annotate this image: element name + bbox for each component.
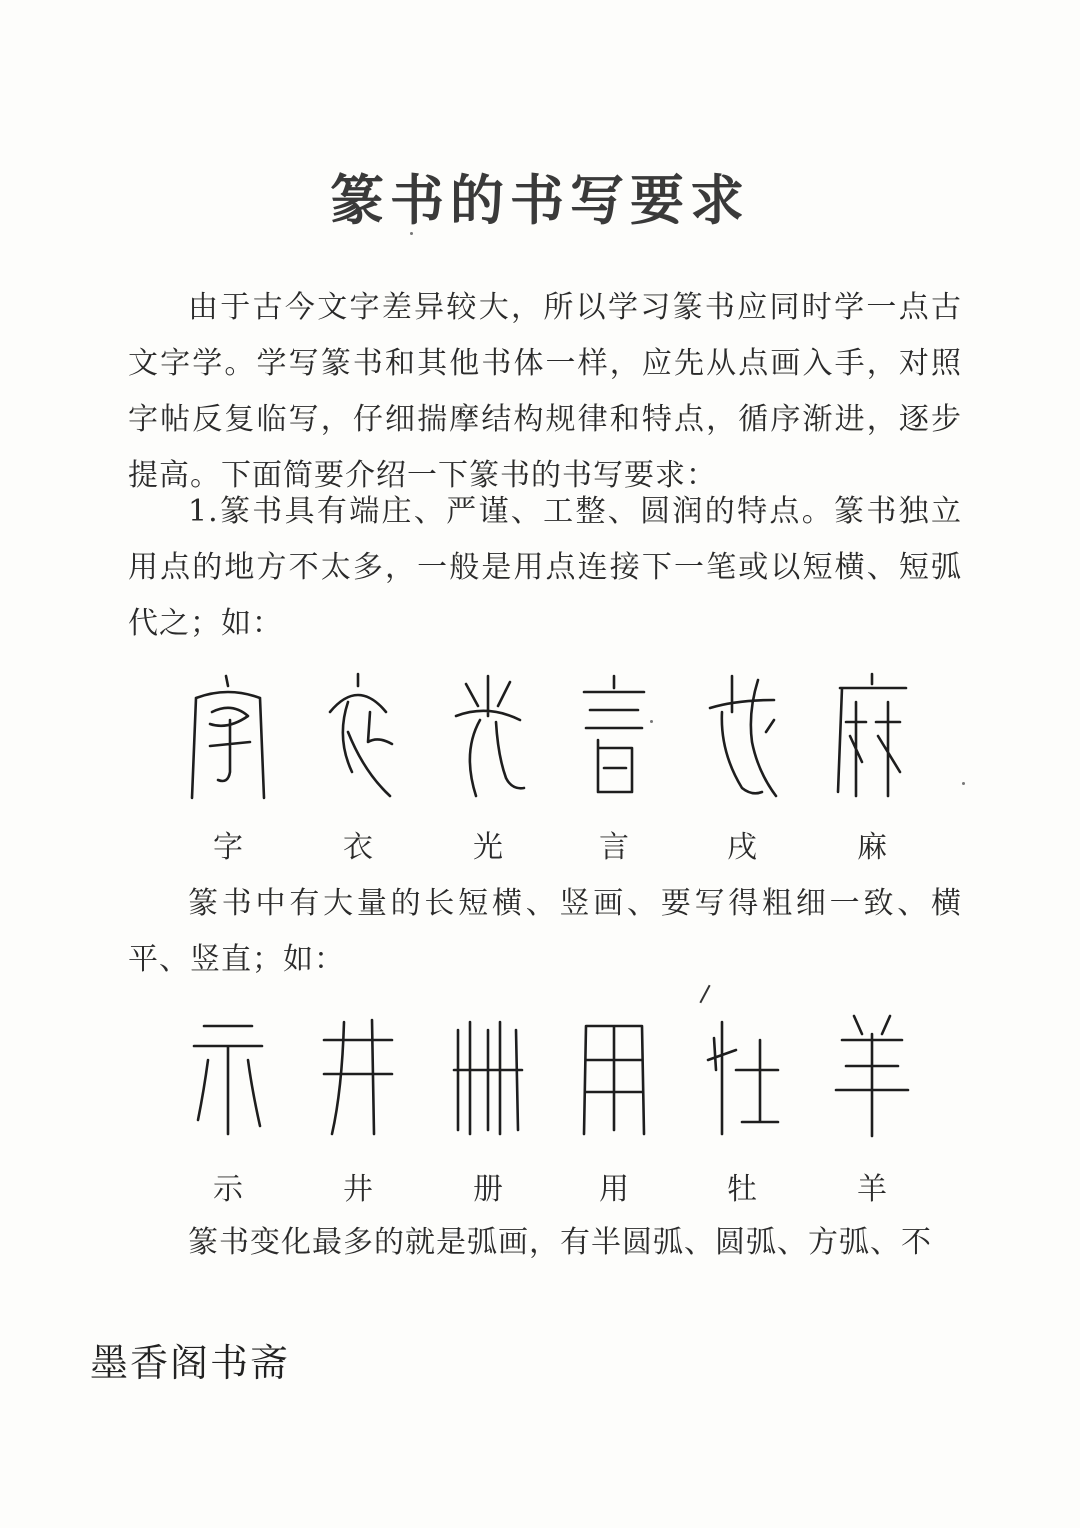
seal-glyph-yan [574,672,654,802]
example-labels-row-2 [0,1164,1080,1208]
paper-speck [962,782,965,785]
paper-speck [650,720,653,723]
example-label: 示 [213,1172,243,1207]
example-labels-row-1 [0,822,1080,866]
seal-glyph-ce [448,1010,528,1140]
example-label: 用 [599,1172,629,1207]
arc-paragraph: 篆书变化最多的就是弧画，有半圆弧、圆弧、方弧、不 [188,1225,932,1260]
seal-script-examples-row-1 [0,672,1080,812]
seal-glyph-zi [188,672,268,802]
watermark-text: 墨香阁书斋 [90,1341,291,1385]
seal-glyph-jing [318,1010,398,1140]
example-label: 麻 [857,830,887,865]
seal-glyph-yi [318,672,398,802]
seal-glyph-yong [574,1010,654,1140]
example-label: 字 [213,830,243,865]
paper-speck [410,232,413,235]
seal-glyph-mu [702,1010,782,1140]
seal-glyph-yang [832,1010,912,1140]
example-label: 册 [473,1172,503,1207]
example-label: 牡 [727,1172,757,1207]
example-label: 戌 [727,830,757,865]
example-label: 光 [473,830,503,865]
intro-paragraph: 由于古今文字差异较大，所以学习篆书应同时学一点古文字学。学写篆书和其他书体一样，应先从点画入手，对照字帖反复临写，仔细揣摩结构规律和特点，循序渐进，逐步提高。下面简要介绍一下篆书的书写要求： [128,290,962,493]
seal-glyph-ma [832,672,912,802]
seal-script-examples-row-2 [0,1010,1080,1150]
example-label: 衣 [343,830,373,865]
example-label: 羊 [857,1172,887,1207]
horizontal-vertical-paragraph: 篆书中有大量的长短横、竖画、要写得粗细一致、横平、竖直；如： [128,886,962,977]
seal-glyph-shi [188,1010,268,1140]
seal-glyph-xu [702,672,782,802]
page-title: 篆书的书写要求 [330,169,750,232]
point-one-paragraph: 1.篆书具有端庄、严谨、工整、圆润的特点。篆书独立用点的地方不太多，一般是用点连接下一笔或以短横、短弧代之；如： [128,494,962,641]
example-label: 井 [343,1172,373,1207]
seal-glyph-guang [448,672,528,802]
example-label: 言 [599,830,629,865]
